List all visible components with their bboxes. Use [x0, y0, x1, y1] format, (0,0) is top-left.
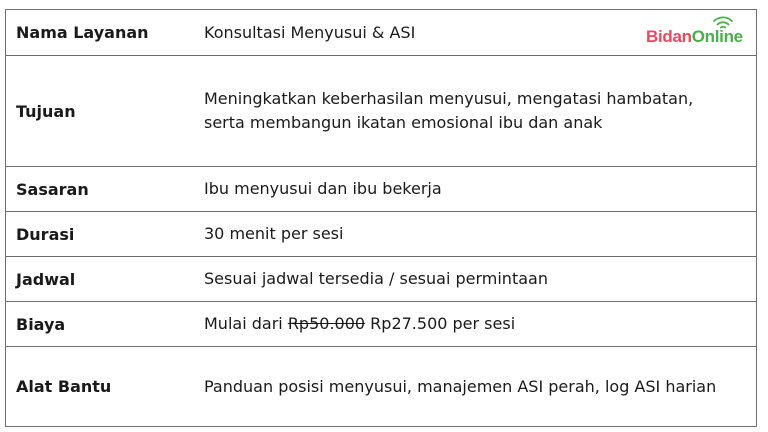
- row-label: Jadwal: [16, 269, 76, 289]
- row-value: Konsultasi Menyusui & ASI: [204, 22, 416, 42]
- row-value: 30 menit per sesi: [204, 224, 344, 243]
- row-label: Alat Bantu: [16, 377, 112, 396]
- row-label: Biaya: [16, 314, 66, 334]
- table-row-alat-bantu: [6, 346, 756, 426]
- bidanonline-logo: [646, 15, 746, 51]
- row-value-line2: serta membangun ikatan emosional ibu dan anak: [204, 113, 603, 132]
- row-label: Nama Layanan: [16, 23, 149, 42]
- table-row-tujuan: [6, 55, 756, 166]
- row-label: Sasaran: [16, 179, 89, 199]
- brand-part1: Bidan: [646, 27, 692, 46]
- row-value-line1: Meningkatkan keberhasilan menyusui, mengatasi hambatan,: [204, 89, 694, 108]
- brand-name: [646, 27, 743, 47]
- row-label: Tujuan: [16, 101, 76, 121]
- table-row-biaya: [6, 301, 756, 346]
- table-row-nama-layanan: [6, 10, 756, 55]
- row-label: Durasi: [16, 224, 75, 244]
- row-value: [204, 312, 756, 336]
- table-row-durasi: [6, 211, 756, 256]
- service-info-table: [5, 9, 757, 427]
- table-row-sasaran: [6, 166, 756, 211]
- table-row-jadwal: [6, 256, 756, 301]
- row-value: Ibu menyusui dan ibu bekerja: [204, 179, 442, 198]
- brand-part2: Online: [691, 27, 743, 46]
- new-price: Rp27.500 per sesi: [370, 314, 516, 333]
- price-prefix: Mulai dari: [204, 314, 283, 333]
- old-price: Rp50.000: [287, 314, 366, 333]
- row-value: Sesuai jadwal tersedia / sesuai permintaan: [204, 269, 548, 288]
- row-value: Panduan posisi menyusui, manajemen ASI perah, log ASI harian: [204, 376, 717, 396]
- row-value: [204, 87, 756, 135]
